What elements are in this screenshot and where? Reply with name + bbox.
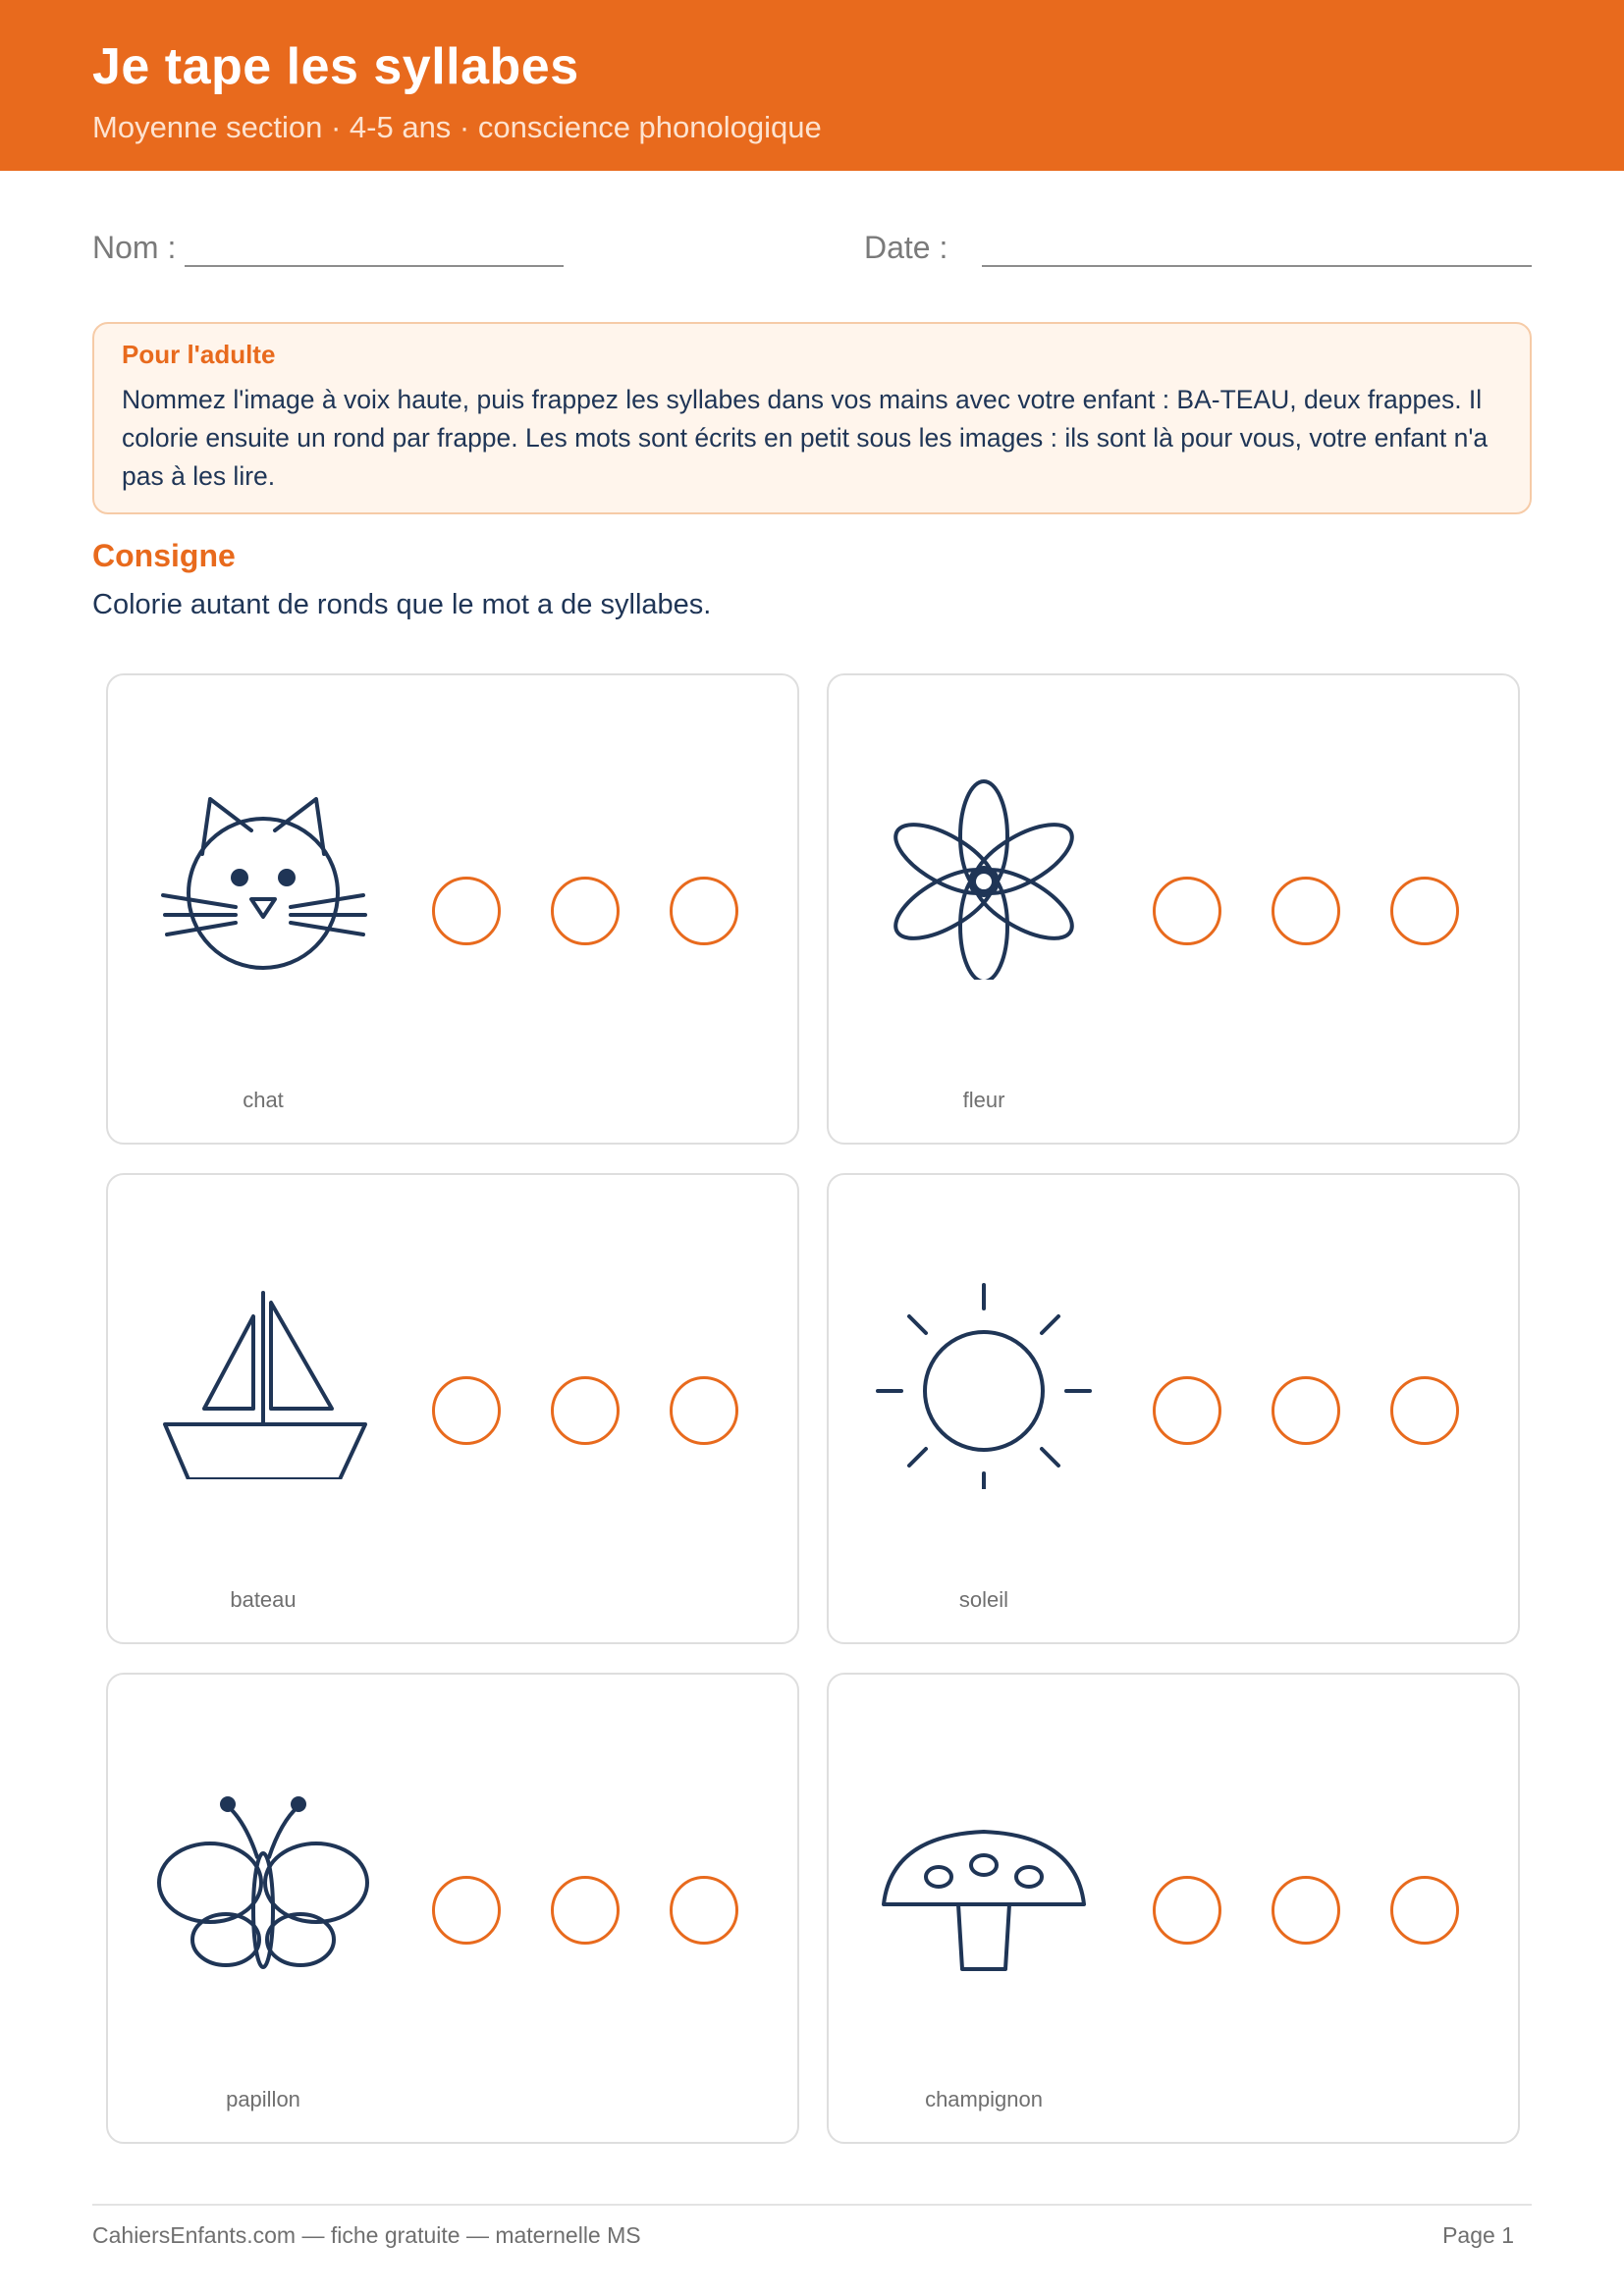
flower-icon xyxy=(872,774,1098,980)
syllable-circle[interactable] xyxy=(432,1376,501,1445)
mushroom-icon xyxy=(872,1773,1098,1989)
adult-note-text: Nommez l'image à voix haute, puis frappez les syllabes dans vos mains avec votre enfant : BA-TEAU, deux frappes. Il colorie ensuite un rond par frappe. Les mots sont écrits en petit sous les images : ils sont là pour vous, votre enfant n'a pas à les lire. xyxy=(122,385,1489,491)
syllable-circle[interactable] xyxy=(1272,877,1340,945)
page-title: Je tape les syllabes xyxy=(92,38,579,95)
date-label: Date : xyxy=(864,230,948,265)
card-word: soleil xyxy=(958,1587,1009,1612)
consigne-text: Colorie autant de ronds que le mot a de syllabes. xyxy=(92,589,712,620)
page-subtitle: Moyenne section · 4-5 ans · conscience phonologique xyxy=(92,110,822,144)
syllable-circle[interactable] xyxy=(432,1876,501,1945)
word-card-fleur xyxy=(827,673,1520,1145)
sun-icon xyxy=(872,1273,1098,1489)
card-word: papillon xyxy=(226,2087,300,2111)
cat-icon xyxy=(151,774,377,970)
word-card-papillon xyxy=(106,1673,799,2144)
syllable-circle[interactable] xyxy=(1153,1876,1221,1945)
card-word: champignon xyxy=(925,2087,1043,2111)
card-word: chat xyxy=(243,1088,284,1112)
date-field[interactable] xyxy=(982,265,1532,267)
page-header xyxy=(0,0,1624,171)
sailboat-icon xyxy=(151,1273,377,1479)
syllable-circle[interactable] xyxy=(1390,1376,1459,1445)
card-word: fleur xyxy=(962,1088,1005,1112)
card-word: bateau xyxy=(230,1587,297,1612)
word-card-chat xyxy=(106,673,799,1145)
syllable-circle[interactable] xyxy=(1272,1876,1340,1945)
syllable-circle[interactable] xyxy=(551,1876,620,1945)
syllable-circle[interactable] xyxy=(670,1376,738,1445)
syllable-circle[interactable] xyxy=(670,877,738,945)
name-field[interactable] xyxy=(185,265,564,267)
name-label: Nom : xyxy=(92,230,177,265)
word-card-champignon xyxy=(827,1673,1520,2144)
syllable-circle[interactable] xyxy=(1153,877,1221,945)
syllable-circle[interactable] xyxy=(551,1376,620,1445)
syllable-circle[interactable] xyxy=(551,877,620,945)
page-number: Page 1 xyxy=(1442,2222,1514,2248)
syllable-circle[interactable] xyxy=(432,877,501,945)
adult-note xyxy=(92,322,1532,514)
footer-divider xyxy=(92,2204,1532,2206)
butterfly-icon xyxy=(151,1773,377,1989)
syllable-circle[interactable] xyxy=(1272,1376,1340,1445)
syllable-circle[interactable] xyxy=(670,1876,738,1945)
footer-credit: CahiersEnfants.com — fiche gratuite — maternelle MS xyxy=(92,2222,641,2248)
syllable-circle[interactable] xyxy=(1390,877,1459,945)
word-card-bateau xyxy=(106,1173,799,1644)
adult-note-title: Pour l'adulte xyxy=(122,340,276,369)
syllable-circle[interactable] xyxy=(1390,1876,1459,1945)
word-card-soleil xyxy=(827,1173,1520,1644)
consigne-title: Consigne xyxy=(92,538,236,573)
syllable-circle[interactable] xyxy=(1153,1376,1221,1445)
